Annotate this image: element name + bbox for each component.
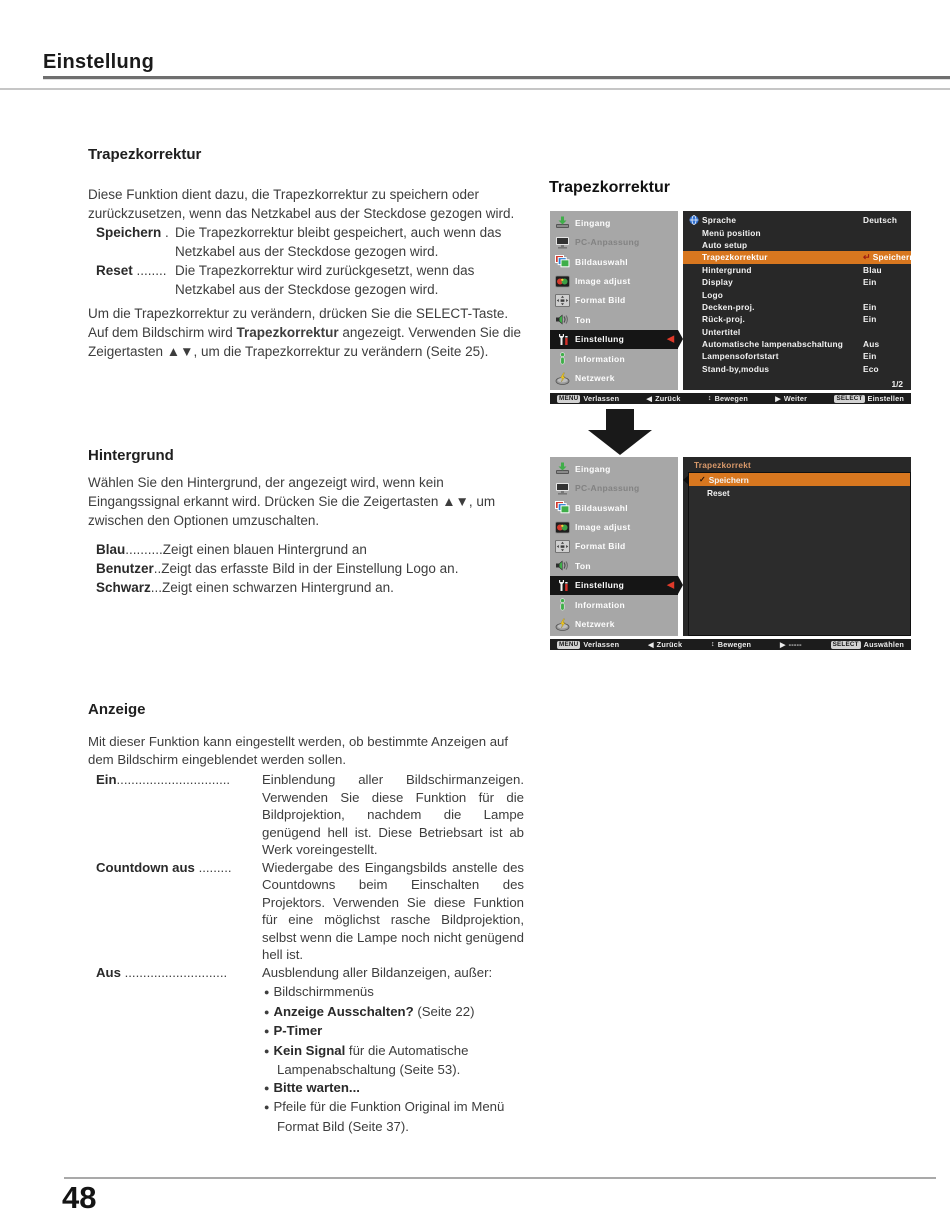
definition-row <box>88 223 524 261</box>
submenu-title: Trapezkorrekt <box>694 460 752 470</box>
footer-move-hint <box>711 640 751 649</box>
paragraph: Diese Funktion dient dazu, die Trapezkorrektur zu speichern oder zurückzusetzen, wenn das Netzkabel aus der Steckdose gezogen wird. <box>88 187 515 221</box>
osd-row-value: Blau <box>863 264 882 275</box>
term-text: Benutzer <box>96 561 154 576</box>
header-rule-light <box>0 88 950 90</box>
footer-next-hint <box>775 394 807 403</box>
sidebar-item-bildauswahl <box>550 252 678 271</box>
definition-list <box>88 771 524 981</box>
sidebar-item-label: PC-Anpassung <box>575 483 640 494</box>
sidebar-item-label: Eingang <box>575 463 611 474</box>
image-select-icon <box>555 255 570 268</box>
osd-row-menue-position <box>683 226 911 238</box>
enter-arrow-icon: ↵ <box>863 251 871 262</box>
osd-row-value <box>863 252 915 263</box>
osd-footer-bar <box>550 639 911 650</box>
term-separator: . <box>161 225 169 240</box>
image-select-icon <box>555 501 570 514</box>
section-heading-trapezkorrektur: Trapezkorrektur <box>88 146 202 163</box>
settings-wrench-icon <box>555 579 570 592</box>
sidebar-item-information <box>550 349 678 368</box>
option-text: ...Zeigt einen schwarzen Hintergrund an. <box>150 580 394 595</box>
footer-move-hint <box>708 394 748 403</box>
bullet-icon: ● <box>264 1082 270 1093</box>
dot-leader: ......... <box>194 859 232 875</box>
sidebar-item-label: Einstellung <box>575 580 625 591</box>
paragraph: Wählen Sie den Hintergrund, der angezeigt wird, wenn kein Eingangssignal erkannt wird. Drücken Sie die Zeigertasten ▲▼, um zwischen den Optionen umzuschalten. <box>88 475 496 528</box>
bold-text: P-Timer <box>273 1023 323 1038</box>
osd-row-value: Deutsch <box>863 215 898 226</box>
sidebar-item-label: Information <box>575 353 626 364</box>
bold-text: Anzeige Ausschalten? <box>273 1003 414 1019</box>
option-line <box>96 559 524 578</box>
definition-description: Wiedergabe des Eingangsbilds anstelle des Countdowns beim Einschalten des Projektors. Verwenden Sie diese Funktion für eine möglichst rasche Bildprojektion, selbst wenn die Lampe noch nicht genügend hell ist. <box>262 859 524 962</box>
definition-term <box>88 964 262 982</box>
submenu-box <box>688 472 911 636</box>
sidebar-item-label: Ton <box>575 560 591 571</box>
sidebar-item-pc-anpassung <box>550 479 678 498</box>
input-icon <box>555 462 570 475</box>
footer-hint-label: Weiter <box>783 394 808 403</box>
footer-menu-hint <box>557 394 619 403</box>
left-arrow-icon: ◀ <box>648 641 654 649</box>
pc-monitor-icon <box>555 482 570 495</box>
osd-row-label: Untertitel <box>702 326 741 337</box>
osd-row-rueck-proj <box>683 313 911 325</box>
footer-hint-label: Zurück <box>655 394 681 403</box>
term-text: Speichern <box>96 225 162 240</box>
submenu-option-label: Reset <box>707 487 730 498</box>
osd-row-label: Stand-by,modus <box>702 363 770 374</box>
header-rule-dark <box>43 76 950 80</box>
osd-row-label: Sprache <box>702 215 737 226</box>
sidebar-item-label: Format Bild <box>575 541 626 552</box>
footer-hint-label: Verlassen <box>583 640 620 649</box>
osd-row-sprache <box>683 214 911 226</box>
bold-text: Kein Signal <box>273 1042 346 1058</box>
sidebar-item-einstellung <box>550 576 678 595</box>
osd-sidebar <box>550 211 678 390</box>
osd-row-standby-modus <box>683 363 911 375</box>
image-adjust-icon <box>555 521 570 534</box>
sidebar-item-label: Eingang <box>575 217 611 228</box>
term-text: Blau <box>96 542 126 557</box>
pc-monitor-icon <box>555 236 570 249</box>
sidebar-item-image-adjust <box>550 272 678 291</box>
list-item-text: (Seite 22) <box>413 1003 475 1019</box>
paragraph <box>88 304 524 361</box>
sidebar-item-label: Image adjust <box>575 522 631 533</box>
osd-row-hintergrund <box>683 264 911 276</box>
osd-screenshot-main-menu <box>550 211 915 404</box>
sidebar-item-label: Format Bild <box>575 295 626 306</box>
footer-hint-label: Auswählen <box>863 640 904 649</box>
image-adjust-icon <box>555 275 570 288</box>
osd-row-label: Lampensofortstart <box>702 351 779 362</box>
definition-row <box>88 261 524 299</box>
definition-description: Die Trapezkorrektur bleibt gespeichert, auch wenn das Netzkabel aus der Steckdose gezogen wird. <box>175 225 502 259</box>
sidebar-item-bildauswahl <box>550 498 678 517</box>
sidebar-item-ton <box>550 556 678 575</box>
sidebar-item-label: Ton <box>575 314 591 325</box>
section-hintergrund <box>88 447 524 597</box>
definition-description: Einblendung aller Bildschirmanzeigen. Verwenden Sie diese Funktion für die Bildprojektion, nachdem die Lampe genügend hell ist. Diese Betriebsart ist ab Werk voreingestellt. <box>262 772 524 857</box>
osd-sidebar <box>550 457 678 636</box>
osd-row-label: Decken-proj. <box>702 301 755 312</box>
sidebar-item-label: Netzwerk <box>575 619 615 630</box>
list-item <box>264 1003 520 1023</box>
submenu-option-reset <box>689 486 910 499</box>
speaker-icon <box>555 559 570 572</box>
footer-hint-label: Bewegen <box>717 640 752 649</box>
bold-text: Bitte warten... <box>273 1079 360 1095</box>
option-line <box>96 540 524 559</box>
section-trapezkorrektur <box>88 146 524 361</box>
paragraph: Mit dieser Funktion kann eingestellt werden, ob bestimmte Anzeigen auf dem Bildschirm eingeblendet werden sollen. <box>88 734 509 767</box>
section-anzeige <box>88 701 524 1135</box>
osd-row-value: Eco <box>863 363 879 374</box>
menu-key-badge: MENU <box>559 640 579 648</box>
sidebar-item-image-adjust <box>550 518 678 537</box>
osd-row-value: Aus <box>863 339 880 350</box>
section-heading-hintergrund: Hintergrund <box>88 447 174 464</box>
osd-submenu-panel <box>683 457 911 636</box>
up-down-arrow-icon: ↕ <box>711 641 715 648</box>
sidebar-item-netzwerk <box>550 615 678 634</box>
footer-hint-label: ----- <box>788 640 802 649</box>
definition-description: Ausblendung aller Bildanzeigen, außer: <box>262 964 493 980</box>
definition-term <box>88 223 175 261</box>
osd-menu-panel <box>683 211 915 390</box>
osd-row-untertitel <box>683 326 911 338</box>
bullet-list <box>264 983 520 1135</box>
footer-hint-label: Einstellen <box>867 394 904 403</box>
network-icon <box>555 618 570 631</box>
option-list <box>88 540 524 597</box>
list-item-text: Pfeile für die Funktion Original im Menü Format Bild (Seite 37). <box>273 1099 505 1134</box>
bold-text: Trapezkorrektur <box>236 325 339 340</box>
osd-row-label: Display <box>702 277 733 288</box>
footer-select-hint <box>831 640 904 649</box>
sidebar-item-label: PC-Anpassung <box>575 237 640 248</box>
sidebar-item-label: Einstellung <box>575 334 625 345</box>
down-arrow-stem <box>606 409 634 430</box>
option-text: ..Zeigt das erfasste Bild in der Einstellung Logo an. <box>153 561 459 576</box>
osd-row-label: Rück-proj. <box>702 314 746 325</box>
screen-size-icon <box>555 294 570 307</box>
osd-row-auto-setup <box>683 239 911 251</box>
footer-hint-label: Zurück <box>656 640 683 649</box>
settings-wrench-icon <box>555 333 570 346</box>
definition-row <box>88 964 524 982</box>
sidebar-item-label: Netzwerk <box>575 373 615 384</box>
definition-term <box>88 771 262 859</box>
bullet-icon: ● <box>264 1006 270 1017</box>
paragraph-text: Um die Trapezkorrektur zu verändern, drücken Sie die SELECT-Taste. Auf dem Bildschirm wird <box>88 306 509 340</box>
osd-row-display <box>683 276 911 288</box>
left-arrow-icon: ◀ <box>646 395 653 403</box>
term-text: Ein <box>96 772 117 787</box>
osd-row-label: Automatische lampenabschaltung <box>702 339 844 350</box>
paragraph-text: angezeigt. Verwenden Sie die Zeigertasten ▲▼, um die Trapezkorrektur zu verändern (Seite 25). <box>88 325 521 359</box>
option-text: ..........Zeigt einen blauen Hintergrund an <box>125 542 367 557</box>
term-text: Reset <box>96 263 133 278</box>
sidebar-item-label: Information <box>575 599 626 610</box>
dot-leader: ............................ <box>120 964 228 980</box>
select-key-badge: SELECT <box>836 394 863 402</box>
definition-row <box>88 859 524 964</box>
osd-row-value: Ein <box>863 277 877 288</box>
globe-icon <box>689 215 699 225</box>
sidebar-item-label: Image adjust <box>575 276 631 287</box>
information-icon <box>555 352 570 365</box>
footer-select-hint <box>834 394 904 403</box>
sidebar-item-pc-anpassung <box>550 233 678 252</box>
section-heading-anzeige: Anzeige <box>88 701 146 718</box>
osd-screenshot-submenu <box>550 457 911 650</box>
menu-key-badge: MENU <box>559 394 579 402</box>
definition-description: Die Trapezkorrektur wird zurückgesetzt, wenn das Netzkabel aus der Steckdose gezogen wird. <box>175 263 475 297</box>
dot-leader: ............................... <box>116 772 231 787</box>
check-icon: ✓ <box>699 475 706 484</box>
footer-hint-label: Bewegen <box>714 394 748 403</box>
sidebar-item-format-bild <box>550 291 678 310</box>
footer-back-hint <box>648 640 682 649</box>
footer-hint-label: Verlassen <box>583 394 620 403</box>
list-item <box>264 983 520 1003</box>
screen-size-icon <box>555 540 570 553</box>
sidebar-item-netzwerk <box>550 369 678 388</box>
right-arrow-icon: ▶ <box>775 395 781 403</box>
page-title: Einstellung <box>43 51 155 73</box>
list-item-text: für die Automatische Lampenabschaltung (Seite 53). <box>277 1042 469 1077</box>
select-key-badge: SELECT <box>832 640 859 648</box>
sidebar-item-einstellung <box>550 330 678 349</box>
osd-row-label: Logo <box>702 289 724 300</box>
bullet-icon: ● <box>264 1102 270 1112</box>
list-item <box>264 1098 520 1135</box>
submenu-option-speichern-selected <box>689 473 910 486</box>
information-icon <box>555 598 570 611</box>
list-item <box>264 1079 520 1099</box>
left-notch-icon <box>683 475 689 485</box>
submenu-option-label: Speichern <box>708 474 749 485</box>
up-down-arrow-icon: ↕ <box>707 395 712 402</box>
definition-list <box>88 223 524 299</box>
sidebar-item-eingang <box>550 459 678 478</box>
term-text: Schwarz <box>96 580 151 595</box>
osd-page-indicator: 1/2 <box>891 379 903 389</box>
sidebar-item-label: Bildauswahl <box>575 502 628 513</box>
osd-footer-bar <box>550 393 911 404</box>
bullet-icon: ● <box>264 1026 270 1036</box>
osd-row-logo <box>683 288 911 300</box>
osd-row-label: Menü position <box>702 227 761 238</box>
speaker-icon <box>555 313 570 326</box>
osd-screenshot-heading: Trapezkorrektur <box>549 179 670 196</box>
sidebar-item-ton <box>550 310 678 329</box>
osd-row-lampenabschaltung <box>683 338 911 350</box>
definition-row <box>88 771 524 859</box>
input-icon <box>555 216 570 229</box>
osd-row-label: Trapezkorrektur <box>702 252 768 263</box>
down-arrow-icon <box>588 409 652 455</box>
term-text: Countdown aus <box>96 859 195 875</box>
bullet-icon: ● <box>264 1045 270 1056</box>
right-arrow-icon: ▶ <box>780 641 786 649</box>
list-item <box>264 1042 520 1079</box>
bullet-icon: ● <box>264 987 270 997</box>
sidebar-item-format-bild <box>550 537 678 556</box>
footer-back-hint <box>646 394 680 403</box>
down-arrow-head <box>588 430 652 455</box>
sidebar-item-eingang <box>550 213 678 232</box>
sidebar-item-label: Bildauswahl <box>575 256 628 267</box>
definition-term <box>88 859 262 964</box>
term-text: Aus <box>96 964 121 980</box>
list-item-text: Bildschirmmenüs <box>273 984 374 999</box>
list-item <box>264 1022 520 1042</box>
page-number: 48 <box>62 1180 97 1215</box>
osd-row-label: Hintergrund <box>702 264 752 275</box>
osd-row-decken-proj <box>683 301 911 313</box>
term-separator: ........ <box>132 263 167 278</box>
osd-row-label: Auto setup <box>702 239 748 250</box>
definition-term <box>88 261 175 299</box>
footer-menu-hint <box>557 640 619 649</box>
option-line <box>96 578 524 597</box>
network-icon <box>555 372 570 385</box>
osd-row-trapezkorrektur-highlighted <box>683 251 915 263</box>
selected-chevron-icon: ◀ <box>667 579 674 590</box>
osd-row-value: Ein <box>863 314 877 325</box>
osd-row-value: Ein <box>863 301 877 312</box>
sidebar-item-information <box>550 595 678 614</box>
footer-next-hint <box>780 640 802 649</box>
osd-row-value-text: Speichern <box>872 251 915 262</box>
footer-rule <box>64 1177 936 1179</box>
osd-row-lampensofortstart <box>683 350 911 362</box>
osd-row-value: Ein <box>863 351 877 362</box>
selected-chevron-icon: ◀ <box>667 333 674 344</box>
